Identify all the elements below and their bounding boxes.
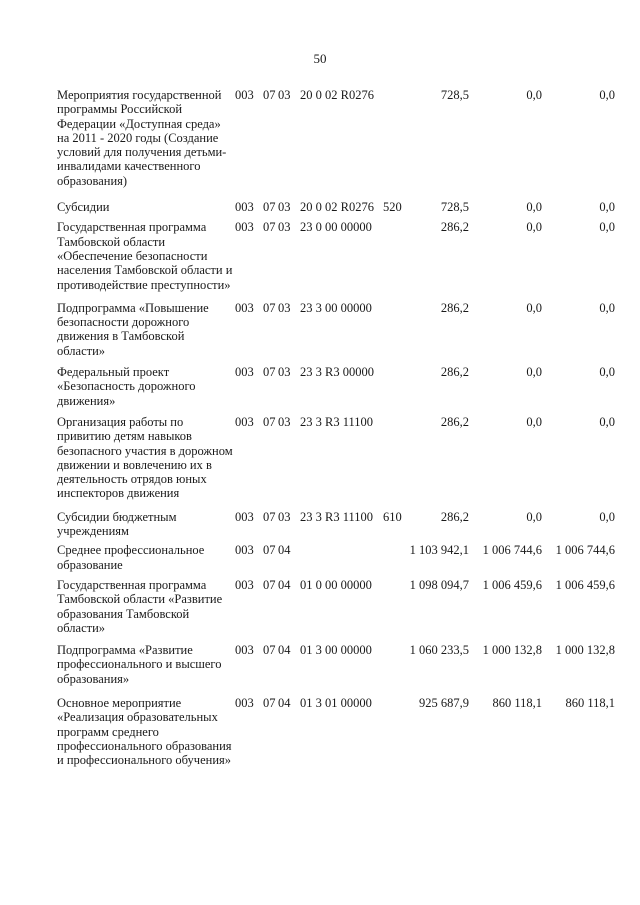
expense-type-code: 520 bbox=[383, 200, 402, 215]
table-row bbox=[0, 543, 640, 572]
amount-year-1: 1 098 094,7 bbox=[409, 577, 469, 592]
amount-year-2: 0,0 bbox=[526, 300, 542, 315]
table-row bbox=[0, 365, 640, 408]
row-name: Субсидии бюджетным учреждениям bbox=[57, 509, 177, 539]
amount-year-1: 286,2 bbox=[440, 509, 469, 524]
row-name: Мероприятия государственной программы Российской Федерации «Доступная среда» на 2011 - 2020 годы (Создание условий для получения детьми-инвалидами качественного образования) bbox=[57, 88, 227, 188]
table-row bbox=[0, 200, 640, 214]
table-row bbox=[0, 643, 640, 686]
target-article-code: 23 3 R3 11100 bbox=[300, 509, 374, 524]
ved-code: 003 bbox=[235, 220, 254, 235]
amount-year-1: 286,2 bbox=[440, 414, 469, 429]
table-row bbox=[0, 696, 640, 767]
section-code: 07 bbox=[263, 220, 276, 235]
amount-year-3: 0,0 bbox=[599, 414, 615, 429]
ved-code: 003 bbox=[235, 509, 254, 524]
subsection-code: 03 bbox=[278, 300, 291, 315]
target-article-code: 01 0 00 00000 bbox=[300, 577, 372, 592]
section-code: 07 bbox=[263, 365, 276, 380]
amount-year-3: 1 006 744,6 bbox=[555, 543, 615, 558]
amount-year-3: 0,0 bbox=[599, 88, 615, 102]
ved-code: 003 bbox=[235, 88, 254, 102]
target-article-code: 23 3 R3 11100 bbox=[300, 414, 374, 429]
target-article-code: 01 3 01 00000 bbox=[300, 695, 372, 710]
amount-year-1: 286,2 bbox=[440, 220, 469, 235]
ved-code: 003 bbox=[235, 577, 254, 592]
section-code: 07 bbox=[263, 577, 276, 592]
amount-year-2: 0,0 bbox=[526, 220, 542, 235]
subsection-code: 03 bbox=[278, 200, 291, 215]
table-row bbox=[0, 220, 640, 291]
section-code: 07 bbox=[263, 200, 276, 215]
subsection-code: 04 bbox=[278, 643, 291, 658]
row-name: Государственная программа Тамбовской области «Развитие образования Тамбовской области» bbox=[57, 577, 223, 635]
subsection-code: 03 bbox=[278, 88, 291, 102]
subsection-code: 03 bbox=[278, 414, 291, 429]
amount-year-1: 286,2 bbox=[440, 300, 469, 315]
expense-type-code: 610 bbox=[383, 509, 402, 524]
amount-year-1: 728,5 bbox=[440, 88, 469, 102]
target-article-code: 23 0 00 00000 bbox=[300, 220, 372, 235]
amount-year-2: 0,0 bbox=[526, 509, 542, 524]
amount-year-1: 1 060 233,5 bbox=[409, 643, 469, 658]
subsection-code: 04 bbox=[278, 695, 291, 710]
amount-year-3: 0,0 bbox=[599, 200, 615, 215]
table-row bbox=[0, 510, 640, 539]
amount-year-1: 1 103 942,1 bbox=[409, 543, 469, 558]
ved-code: 003 bbox=[235, 365, 254, 380]
amount-year-2: 0,0 bbox=[526, 365, 542, 380]
row-name: Федеральный проект «Безопасность дорожного движения» bbox=[57, 365, 196, 408]
subsection-code: 03 bbox=[278, 220, 291, 235]
section-code: 07 bbox=[263, 695, 276, 710]
subsection-code: 03 bbox=[278, 509, 291, 524]
amount-year-2: 1 006 459,6 bbox=[482, 577, 542, 592]
target-article-code: 01 3 00 00000 bbox=[300, 643, 372, 658]
subsection-code: 04 bbox=[278, 577, 291, 592]
amount-year-2: 1 000 132,8 bbox=[482, 643, 542, 658]
ved-code: 003 bbox=[235, 414, 254, 429]
section-code: 07 bbox=[263, 414, 276, 429]
amount-year-3: 0,0 bbox=[599, 509, 615, 524]
table-row bbox=[0, 415, 640, 501]
amount-year-2: 0,0 bbox=[526, 88, 542, 102]
row-name: Государственная программа Тамбовской области «Обеспечение безопасности населения Тамбовской области и противодействие преступности» bbox=[57, 220, 233, 292]
amount-year-3: 0,0 bbox=[599, 220, 615, 235]
table-row bbox=[0, 578, 640, 635]
amount-year-2: 0,0 bbox=[526, 414, 542, 429]
subsection-code: 04 bbox=[278, 543, 291, 558]
section-code: 07 bbox=[263, 88, 276, 102]
target-article-code: 23 3 R3 00000 bbox=[300, 365, 374, 380]
table-row bbox=[0, 301, 640, 358]
target-article-code: 23 3 00 00000 bbox=[300, 300, 372, 315]
ved-code: 003 bbox=[235, 695, 254, 710]
target-article-code: 20 0 02 R0276 bbox=[300, 200, 374, 215]
ved-code: 003 bbox=[235, 300, 254, 315]
row-name: Подпрограмма «Развитие профессионального и высшего образования» bbox=[57, 643, 222, 686]
row-name: Основное мероприятие «Реализация образовательных программ среднего профессионального образования и профессионального обучения» bbox=[57, 695, 232, 768]
page-number: 50 bbox=[313, 51, 327, 66]
ved-code: 003 bbox=[235, 543, 254, 558]
budget-table bbox=[0, 88, 640, 767]
section-code: 07 bbox=[263, 300, 276, 315]
row-name: Организация работы по привитию детям навыков безопасного участия в дорожном движении и вовлечению их в деятельность отрядов юных инспекторов движения bbox=[57, 414, 233, 501]
subsection-code: 03 bbox=[278, 365, 291, 380]
row-name: Среднее профессиональное образование bbox=[57, 543, 205, 572]
row-name: Субсидии bbox=[57, 200, 110, 215]
amount-year-3: 860 118,1 bbox=[565, 695, 615, 710]
amount-year-1: 728,5 bbox=[440, 200, 469, 215]
amount-year-2: 1 006 744,6 bbox=[482, 543, 542, 558]
section-code: 07 bbox=[263, 509, 276, 524]
table-row bbox=[0, 88, 640, 188]
amount-year-3: 0,0 bbox=[599, 365, 615, 380]
amount-year-1: 925 687,9 bbox=[419, 695, 469, 710]
row-name: Подпрограмма «Повышение безопасности дорожного движения в Тамбовской области» bbox=[57, 300, 209, 358]
section-code: 07 bbox=[263, 543, 276, 558]
amount-year-2: 860 118,1 bbox=[492, 695, 542, 710]
amount-year-3: 0,0 bbox=[599, 300, 615, 315]
amount-year-1: 286,2 bbox=[440, 365, 469, 380]
section-code: 07 bbox=[263, 643, 276, 658]
ved-code: 003 bbox=[235, 643, 254, 658]
amount-year-3: 1 006 459,6 bbox=[555, 577, 615, 592]
target-article-code: 20 0 02 R0276 bbox=[300, 88, 374, 102]
amount-year-3: 1 000 132,8 bbox=[555, 643, 615, 658]
amount-year-2: 0,0 bbox=[526, 200, 542, 215]
ved-code: 003 bbox=[235, 200, 254, 215]
